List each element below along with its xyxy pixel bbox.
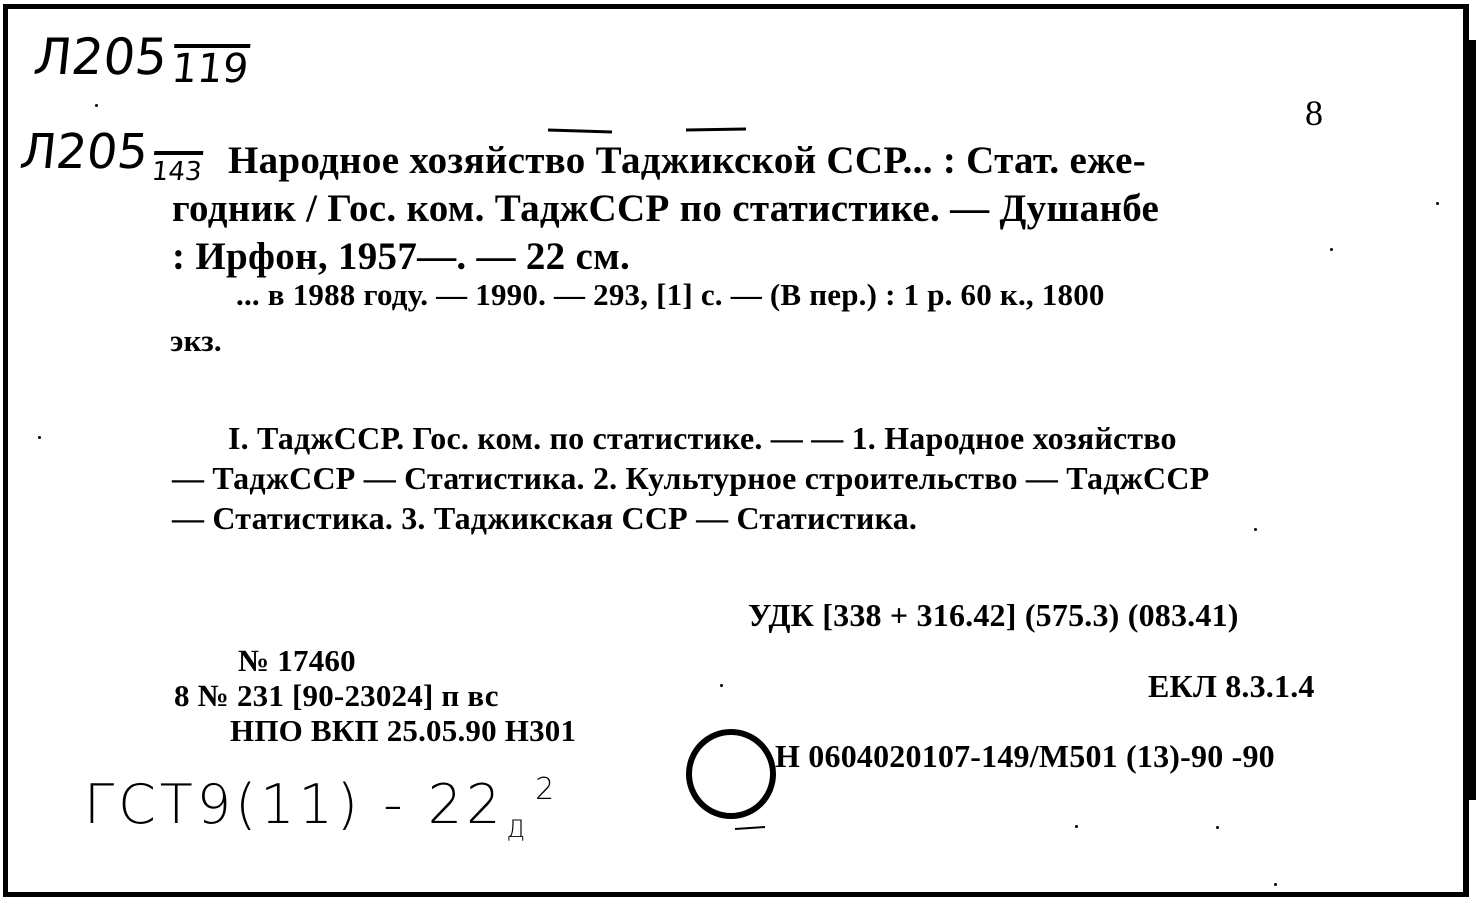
udk-code: УДК [338 + 316.42] (575.3) (083.41): [748, 597, 1239, 633]
print-number: № 17460: [238, 643, 356, 678]
shelf-mark-2: Л205143: [17, 124, 204, 187]
ekl-code: ЕКЛ 8.3.1.4: [1148, 668, 1315, 704]
tracings-line-1: I. ТаджССР. Гос. ком. по статистике. — — 1. Народное хозяйство: [228, 420, 1177, 456]
scan-speck: [1436, 202, 1439, 205]
entry-copies-line: экз.: [170, 323, 222, 358]
scan-speck: [1274, 883, 1277, 886]
print-npo: НПО ВКП 25.05.90 Н301: [230, 713, 577, 748]
scan-speck: [95, 104, 98, 107]
entry-line-2: годник / Гос. ком. ТаджССР по статистике. — Душанбе: [172, 187, 1160, 230]
scan-speck: [720, 684, 723, 687]
scan-speck: [1075, 825, 1078, 828]
scan-speck: [1254, 528, 1257, 531]
scan-speck: [1216, 826, 1219, 829]
handwritten-bottom-code: $ГСТ9(11) - 22_Д^2$: [84, 772, 559, 843]
print-order: 8 № 231 [90-23024] п вс: [174, 678, 499, 713]
shelf-mark-1-sub: 119: [169, 46, 251, 92]
shelf-mark-1: Л205119: [31, 28, 251, 92]
overline-1: [548, 130, 612, 132]
circle-mark: [689, 732, 773, 816]
tracings-line-2: — ТаджССР — Статистика. 2. Культурное строительство — ТаджССР: [172, 460, 1210, 496]
bottom-code-sub: Д: [506, 815, 530, 843]
scan-speck: [38, 436, 41, 439]
scan-speck: [1330, 248, 1333, 251]
entry-title-line: Народное хозяйство Таджикской ССР... : Стат. еже-: [228, 139, 1147, 182]
shelf-mark-2-sub: 143: [151, 151, 204, 185]
tracings-line-3: — Статистика. 3. Таджикская ССР — Статистика.: [172, 500, 918, 536]
entry-volume-line: ... в 1988 году. — 1990. — 293, [1] с. — (В пер.) : 1 р. 60 к., 1800: [236, 277, 1105, 312]
bottom-code-sup: 2: [535, 772, 559, 807]
entry-line-3: : Ирфон, 1957—. — 22 см.: [172, 235, 631, 278]
underline-mark: [735, 827, 765, 829]
overline-2: [686, 129, 746, 130]
card-number: 8: [1305, 93, 1324, 133]
index-code: Н 0604020107-149/М501 (13)-90 -90: [775, 738, 1275, 774]
